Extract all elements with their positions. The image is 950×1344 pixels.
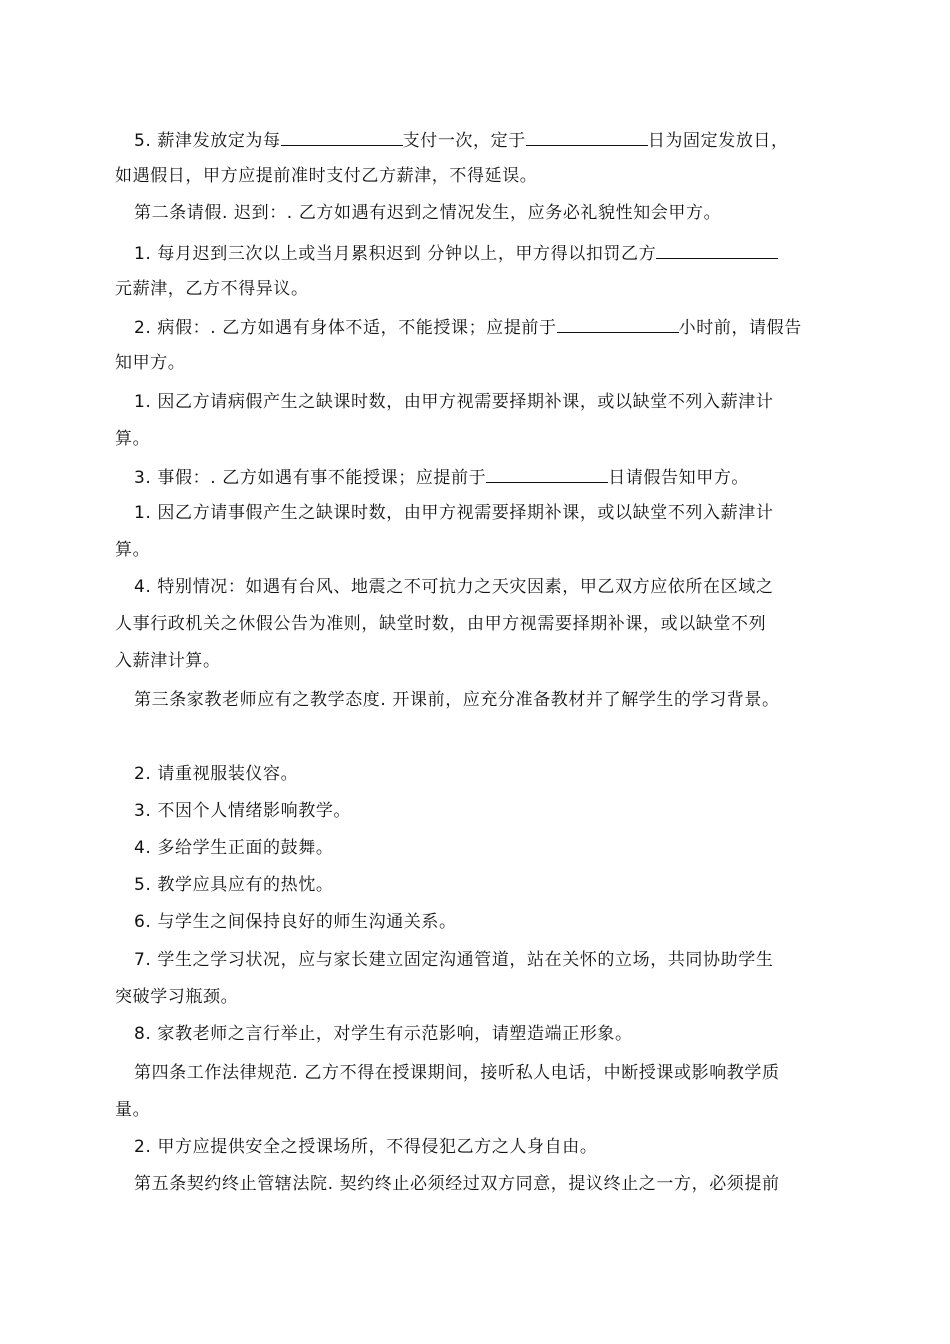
text-line: 突破学习瓶颈。 (115, 987, 239, 1007)
text-line: 4. 特别情况：如遇有台风、地震之不可抗力之天灾因素，甲乙双方应依所在区域之 (134, 577, 774, 597)
fill-blank (281, 127, 403, 146)
list-item: 8. 家教老师之言行举止，对学生有示范影响，请塑造端正形象。 (134, 1024, 633, 1044)
text-segment: 3. 事假：. 乙方如遇有事不能授课；应提前于 (134, 468, 487, 488)
text-segment: 1. 每月迟到三次以上或当月累积迟到 分钟以上，甲方得以扣罚乙方 (134, 244, 657, 264)
text-line: 如遇假日，甲方应提前准时支付乙方薪津，不得延误。 (115, 166, 538, 186)
text-line: 1. 因乙方请病假产生之缺课时数，由甲方视需要择期补课，或以缺堂不列入薪津计 (134, 392, 774, 412)
text-line: 算。 (115, 429, 151, 449)
list-item: 4. 多给学生正面的鼓舞。 (134, 838, 334, 858)
fill-blank (557, 314, 679, 333)
text-line: 人事行政机关之休假公告为准则，缺堂时数，由甲方视需要择期补课，或以缺堂不列 (115, 614, 767, 634)
section-heading-line: 第四条工作法律规范. 乙方不得在授课期间，接听私人电话，中断授课或影响教学质 (134, 1063, 780, 1083)
list-item: 6. 与学生之间保持良好的师生沟通关系。 (134, 912, 457, 932)
fill-blank (526, 127, 648, 146)
text-segment: 日请假告知甲方。 (608, 468, 750, 488)
text-line (134, 127, 837, 153)
text-line: 1. 因乙方请事假产生之缺课时数，由甲方视需要择期补课，或以缺堂不列入薪津计 (134, 503, 774, 523)
fill-blank (486, 464, 608, 483)
text-line (134, 464, 837, 490)
text-segment: 小时前，请假告 (678, 318, 802, 338)
text-line: 元薪津，乙方不得异议。 (115, 279, 309, 299)
text-line: 知甲方。 (115, 353, 186, 373)
text-line: 入薪津计算。 (115, 651, 221, 671)
text-segment: 支付一次，定于 (402, 131, 526, 151)
section-heading-line: 第二条请假. 迟到：. 乙方如遇有迟到之情况发生，应务必礼貌性知会甲方。 (134, 203, 722, 223)
list-item: 5. 教学应具应有的热忱。 (134, 875, 334, 895)
section-heading-line: 第三条家教老师应有之教学态度. 开课前，应充分准备教材并了解学生的学习背景。 (134, 690, 780, 710)
text-line: 量。 (115, 1100, 151, 1120)
text-line (134, 240, 837, 266)
list-item: 7. 学生之学习状况，应与家长建立固定沟通管道，站在关怀的立场，共同协助学生 (134, 950, 774, 970)
text-line (134, 314, 837, 340)
text-segment: 2. 病假：. 乙方如遇有身体不适，不能授课；应提前于 (134, 318, 557, 338)
list-item: 3. 不因个人情绪影响教学。 (134, 801, 352, 821)
text-segment: 日为固定发放日， (647, 131, 789, 151)
text-segment: 5. 薪津发放定为每 (134, 131, 281, 151)
section-heading-line: 第五条契约终止管辖法院. 契约终止必须经过双方同意，提议终止之一方，必须提前 (134, 1174, 780, 1194)
text-line: 算。 (115, 540, 151, 560)
list-item: 2. 甲方应提供安全之授课场所，不得侵犯乙方之人身自由。 (134, 1137, 598, 1157)
list-item: 2. 请重视服装仪容。 (134, 764, 299, 784)
fill-blank (656, 240, 778, 259)
